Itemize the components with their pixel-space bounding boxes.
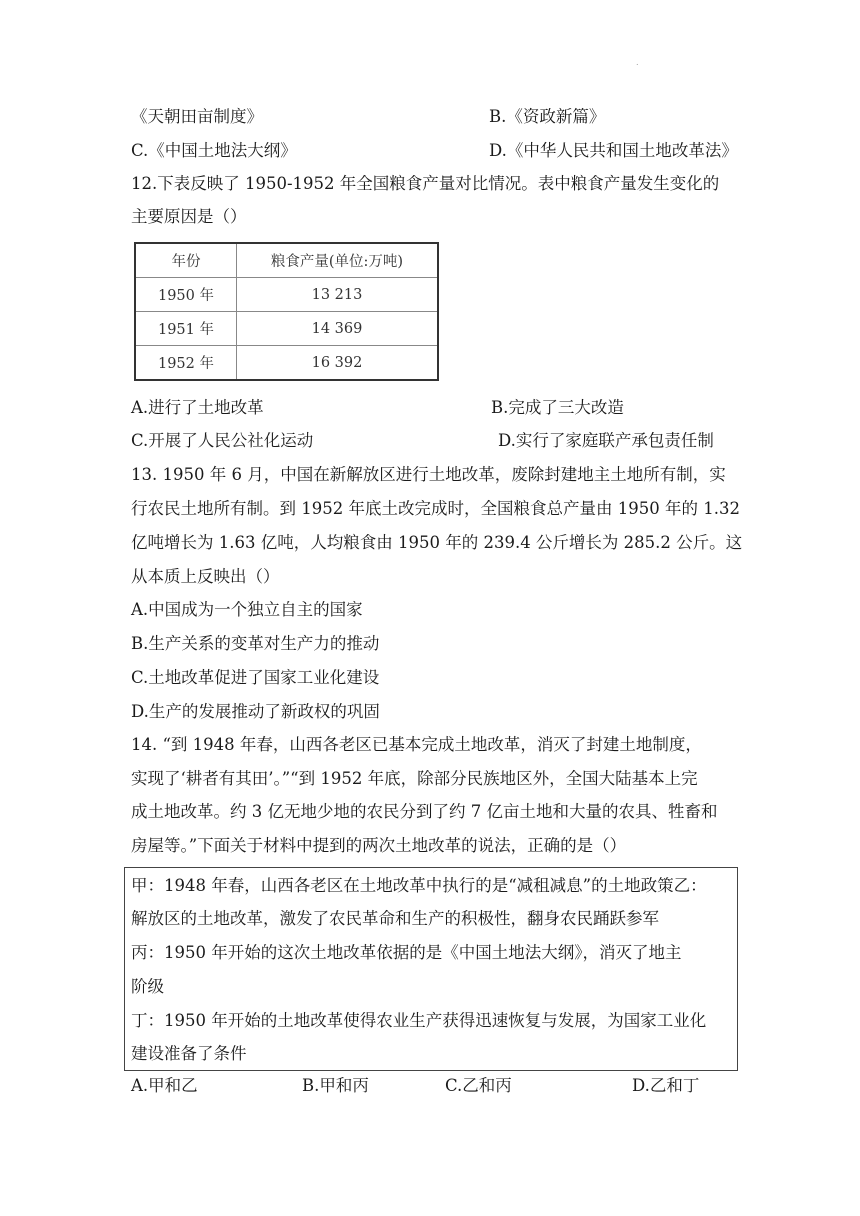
q14-statement-bing-cont: 阶级 bbox=[131, 977, 164, 996]
header-dot: . bbox=[636, 58, 639, 67]
table-cell-year: 1950 年 bbox=[135, 278, 237, 312]
q14-stem-line-4: 房屋等。”下面关于材料中提到的两次土地改革的说法，正确的是（） bbox=[131, 836, 627, 855]
q11-option-d: D.《中华人民共和国土地改革法》 bbox=[489, 141, 738, 160]
q11-option-b: B.《资政新篇》 bbox=[489, 107, 606, 126]
table-row bbox=[135, 346, 438, 381]
table-header-output: 粮食产量(单位:万吨) bbox=[237, 243, 439, 278]
table-header-year: 年份 bbox=[135, 243, 237, 278]
q12-option-d: D.实行了家庭联产承包责任制 bbox=[498, 431, 714, 450]
q14-stem-line-3: 成土地改革。约 3 亿无地少地的农民分到了约 7 亿亩土地和大量的农具、牲畜和 bbox=[131, 802, 718, 821]
grain-output-table bbox=[134, 242, 439, 381]
q14-statement-yi: 解放区的土地改革，激发了农民革命和生产的积极性，翻身农民踊跃参军 bbox=[131, 909, 659, 928]
q13-option-d: D.生产的发展推动了新政权的巩固 bbox=[131, 702, 380, 721]
q14-option-b: B.甲和丙 bbox=[302, 1076, 369, 1095]
q14-option-d: D.乙和丁 bbox=[632, 1076, 700, 1095]
q13-option-a: A.中国成为一个独立自主的国家 bbox=[131, 600, 363, 619]
q14-statement-jia: 甲：1948 年春，山西各老区在土地改革中执行的是“减租减息”的土地政策乙： bbox=[131, 876, 707, 895]
q12-option-c: C.开展了人民公社化运动 bbox=[131, 431, 314, 450]
q14-stem-line-2: 实现了‘耕者有其田’。”“到 1952 年底，除部分民族地区外，全国大陆基本上完 bbox=[131, 769, 698, 788]
q13-stem-line-1: 13. 1950 年 6 月，中国在新解放区进行土地改革，废除封建地主土地所有制，实 bbox=[131, 465, 726, 484]
q12-option-b: B.完成了三大改造 bbox=[491, 398, 624, 417]
q11-option-a: 《天朝田亩制度》 bbox=[131, 107, 263, 126]
q14-statements-box bbox=[124, 867, 738, 1071]
q12-option-a: A.进行了土地改革 bbox=[131, 398, 264, 417]
q13-stem-line-4: 从本质上反映出（） bbox=[131, 567, 280, 586]
q13-option-c: C.土地改革促进了国家工业化建设 bbox=[131, 668, 380, 687]
q14-statement-ding-cont: 建设准备了条件 bbox=[131, 1044, 247, 1063]
table-row bbox=[135, 278, 438, 312]
table-cell-year: 1951 年 bbox=[135, 312, 237, 346]
table-cell-output: 13 213 bbox=[237, 278, 439, 312]
q14-stem-line-1: 14. “到 1948 年春，山西各老区已基本完成土地改革，消灭了封建土地制度， bbox=[131, 735, 702, 754]
q11-option-c: C.《中国土地法大纲》 bbox=[131, 141, 297, 160]
q14-statement-ding: 丁：1950 年开始的土地改革使得农业生产获得迅速恢复与发展，为国家工业化 bbox=[131, 1011, 707, 1030]
q13-stem-line-2: 行农民土地所有制。到 1952 年底土改完成时，全国粮食总产量由 1950 年的 1.32 bbox=[131, 499, 740, 518]
q14-option-c: C.乙和丙 bbox=[445, 1076, 512, 1095]
q14-option-a: A.甲和乙 bbox=[131, 1076, 198, 1095]
table-cell-output: 16 392 bbox=[237, 346, 439, 381]
table-cell-output: 14 369 bbox=[237, 312, 439, 346]
q12-stem-line-1: 12.下表反映了 1950-1952 年全国粮食产量对比情况。表中粮食产量发生变化的 bbox=[131, 174, 720, 193]
table-header-row bbox=[135, 243, 438, 278]
table-cell-year: 1952 年 bbox=[135, 346, 237, 381]
table-row bbox=[135, 312, 438, 346]
q12-stem-line-2: 主要原因是（） bbox=[131, 207, 247, 226]
q13-stem-line-3: 亿吨增长为 1.63 亿吨，人均粮食由 1950 年的 239.4 公斤增长为 285.2 公斤。这 bbox=[131, 533, 743, 552]
q13-option-b: B.生产关系的变革对生产力的推动 bbox=[131, 634, 380, 653]
q14-statement-bing: 丙：1950 年开始的这次土地改革依据的是《中国土地法大纲》，消灭了地主 bbox=[131, 943, 682, 962]
